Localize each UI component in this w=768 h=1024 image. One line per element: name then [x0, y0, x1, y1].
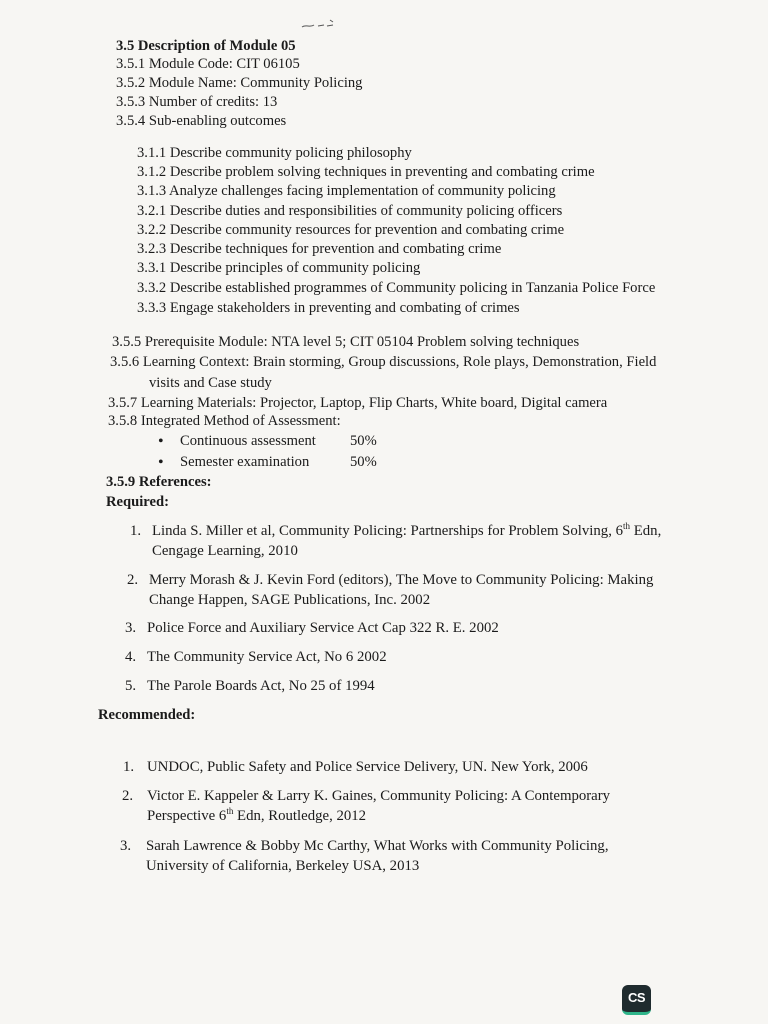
reference-number: 2. — [122, 788, 134, 804]
bullet-icon: • — [158, 433, 164, 450]
outcome-item: 3.3.1 Describe principles of community policing — [137, 260, 421, 276]
reference-line: Linda S. Miller et al, Community Policing: Partnerships for Problem Solving, 6 — [152, 523, 624, 539]
reference-item — [130, 522, 730, 562]
reference-item — [122, 787, 722, 827]
assessment-label: Continuous assessment — [180, 433, 316, 449]
assessment-label: Semester examination — [180, 454, 310, 470]
reference-line: Sarah Lawrence & Bobby Mc Carthy, What Works with Community Policing, — [146, 838, 609, 854]
outcome-item: 3.2.3 Describe techniques for prevention and combating crime — [137, 241, 502, 257]
reference-text — [146, 837, 609, 876]
assessment-heading: 3.5.8 Integrated Method of Assessment: — [108, 413, 341, 429]
assessment-weight: 50% — [350, 454, 377, 470]
references-heading: 3.5.9 References: — [106, 474, 212, 490]
reference-text — [149, 571, 653, 610]
reference-number: 5. — [125, 678, 137, 694]
reference-line: Edn, Routledge, 2012 — [233, 807, 367, 824]
outcome-item: 3.2.1 Describe duties and responsibilities of community policing officers — [137, 203, 563, 219]
reference-line: University of California, Berkeley USA, 2013 — [146, 857, 420, 874]
outcome-item: 3.1.2 Describe problem solving techniques in preventing and combating crime — [137, 164, 595, 180]
reference-number: 1. — [123, 759, 135, 775]
reference-item — [125, 648, 725, 668]
reference-line: Victor E. Kappeler & Larry K. Gaines, Community Policing: A Contemporary — [147, 788, 611, 804]
outcome-item: 3.1.1 Describe community policing philosophy — [137, 145, 412, 161]
required-heading: Required: — [106, 494, 169, 510]
reference-line: Police Force and Auxiliary Service Act Cap 322 R. E. 2002 — [147, 620, 499, 636]
superscript: th — [623, 521, 631, 532]
outcome-item: 3.1.3 Analyze challenges facing implementation of community policing — [137, 183, 556, 199]
assessment-weight: 50% — [350, 433, 377, 449]
reference-line: Edn, — [630, 523, 662, 539]
module-code: 3.5.1 Module Code: CIT 06105 — [116, 56, 300, 72]
reference-text — [152, 522, 661, 561]
reference-number: 4. — [125, 649, 137, 665]
reference-item — [125, 619, 725, 639]
outcome-item: 3.3.2 Describe established programmes of Community policing in Tanzania Police Force — [137, 280, 656, 296]
reference-line: Change Happen, SAGE Publications, Inc. 2002 — [149, 591, 431, 608]
sub-outcomes-heading: 3.5.4 Sub-enabling outcomes — [116, 113, 287, 129]
module-credits: 3.5.3 Number of credits: 13 — [116, 94, 278, 110]
reference-item — [127, 571, 727, 611]
assessment-item — [158, 433, 418, 451]
reference-line: Merry Morash & J. Kevin Ford (editors), The Move to Community Policing: Making — [149, 572, 654, 588]
learning-context-cont: visits and Case study — [149, 375, 272, 391]
learning-context-line: 3.5.6 Learning Context: Brain storming, Group discussions, Role plays, Demonstration, Field — [110, 354, 657, 370]
bullet-icon: • — [158, 454, 164, 471]
reference-number: 2. — [127, 572, 139, 588]
pen-mark — [300, 18, 340, 30]
reference-line: Cengage Learning, 2010 — [152, 542, 298, 559]
reference-item — [120, 837, 720, 877]
reference-line: The Community Service Act, No 6 2002 — [147, 649, 387, 665]
prerequisite-line: 3.5.5 Prerequisite Module: NTA level 5; CIT 05104 Problem solving techniques — [112, 334, 580, 350]
reference-line: UNDOC, Public Safety and Police Service Delivery, UN. New York, 2006 — [147, 759, 588, 775]
module-name: 3.5.2 Module Name: Community Policing — [116, 75, 363, 91]
reference-number: 3. — [125, 620, 137, 636]
reference-line: The Parole Boards Act, No 25 of 1994 — [147, 678, 375, 694]
outcome-item: 3.2.2 Describe community resources for prevention and combating crime — [137, 222, 565, 238]
reference-item — [123, 758, 723, 778]
outcome-item: 3.3.3 Engage stakeholders in preventing and combating of crimes — [137, 300, 520, 316]
superscript: th — [226, 805, 234, 816]
reference-text — [147, 787, 610, 826]
camscanner-logo: CS — [622, 985, 651, 1015]
assessment-item — [158, 454, 418, 472]
reference-number: 1. — [130, 523, 142, 539]
learning-materials-line: 3.5.7 Learning Materials: Projector, Laptop, Flip Charts, White board, Digital camera — [108, 395, 608, 411]
reference-number: 3. — [120, 838, 132, 854]
reference-line: Perspective 6 — [147, 807, 227, 824]
module-title: 3.5 Description of Module 05 — [116, 38, 296, 54]
reference-item — [125, 677, 725, 697]
recommended-heading: Recommended: — [98, 707, 196, 723]
